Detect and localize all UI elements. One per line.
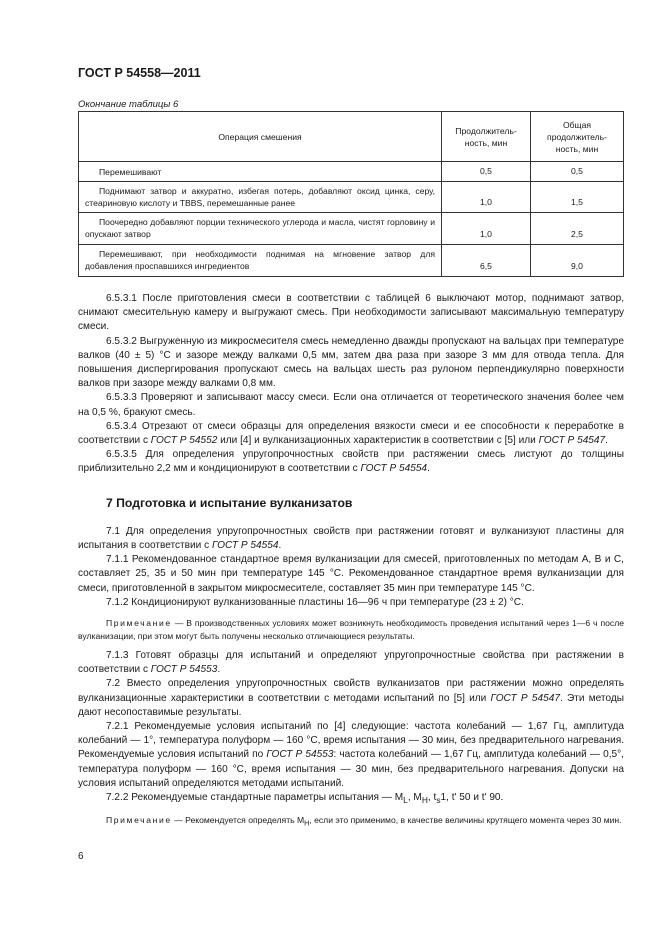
row-duration: 1,0 [442,182,531,213]
table-caption: Окончание таблицы 6 [78,99,179,110]
paragraph-6-5-3-2: 6.5.3.2 Выгруженную из микросмесителя смесь немедленно дважды пропускают на вальцах при температуре валков (40 ± 5) °С и зазоре между валками 0,5 мм, затем два раза при зазоре 3 мм для отвода тепла. Для повышения диспергирования пропускают смесь на вальцах шесть раз рулоном перпендикулярно поверхности валков при зазоре между валками 0,8 мм. [78,335,624,390]
paragraph-7-1: 7.1 Для определения упругопрочностных свойств при растяжении готовят и вулканизуют пластины для испытания в соответствии с ГОСТ Р 54554. [78,525,624,552]
note-2: Примечание — Рекомендуется определять $M_H$, если это применимо, в качестве величины крутящего момента через 30 мин. [106,815,622,829]
paragraph-7-1-1: 7.1.1 Рекомендованное стандартное время вулканизации для смесей, приготовленных по методам А, В и С, составляет 25, 35 и 50 мин при температуре 145 °С. Рекомендованное стандартное время вулканизации для смеси, приготовленной в закрытом микросмесителе, составляет 35 мин при температуре 145 °С. [78,554,624,594]
row-duration: 6,5 [442,245,531,277]
standard-reference: ГОСТ Р 54554 [360,463,428,475]
row-total: 9,0 [531,245,624,277]
standard-reference: ГОСТ Р 54553 [150,664,218,676]
note-1: Примечание — В производственных условиях может возникнуть необходимость проведения испытаний через 1—6 ч после вулканизации, при этом могут быть получены несколько отличающиеся результаты. [78,618,624,641]
row-total: 0,5 [531,162,624,182]
table-row [79,213,624,245]
note-label: Примечание [106,815,172,826]
col-total-header: Общая продолжитель-ность, мин [531,112,624,162]
paragraph-7-1-3: 7.1.3 Готовят образцы для испытаний и определяют упругопрочностные свойства при растяжении в соответствии с ГОСТ Р 54553. [78,650,624,676]
paragraph-6-5-3-1: 6.5.3.1 После приготовления смеси в соответствии с таблицей 6 выключают мотор, поднимают затвор, снимают смесительную камеру и выгружают смесь. При необходимости записывают максимальную температуру смеси. [78,293,624,333]
paragraph-6-5-3-5: 6.5.3.5 Для определения упругопрочностных свойств при растяжении смесь листуют до толщины приблизительно 2,2 мм и кондиционируют в соответствии с ГОСТ Р 54554. [78,449,624,475]
paragraph-7-1-2: 7.1.2 Кондиционируют вулканизованные пластины 16—96 ч при температуре (23 ± 2) °С. [106,596,524,608]
table-row [79,245,624,277]
standard-reference: ГОСТ Р 54547 [490,692,560,704]
standard-reference: ГОСТ Р 54554 [211,540,279,552]
paragraph-7-2: 7.2 Вместо определения упругопрочностных свойств вулканизатов при растяжении можно определять вулканизационные характеристики в соответствии с методами испытаний по [5] или ГОСТ Р 54547. Эти методы дают несопоставимые результаты. [78,678,624,718]
row-operation: Поочередно добавляют порции технического углерода и масла, чистят горловину и опускают затвор [79,213,442,245]
paragraph-7-2-2: 7.2.2 Рекомендуемые стандартные параметры испытания — $M_L$, $M_H$, $t_s1$, t' 50 и t' 90. [106,792,504,806]
row-total: 2,5 [531,213,624,245]
col-operation-header: Операция смешения [79,112,442,162]
document-header: ГОСТ Р 54558—2011 [78,66,201,80]
table-row [79,182,624,213]
note-label: Примечание [106,618,172,629]
paragraph-6-5-3-4: 6.5.3.4 Отрезают от смеси образцы для определения вязкости смеси и ее способности к переработке в соответствии с ГОСТ Р 54552 или [4] и вулканизационных характеристик в соответствии с [5] или ГОСТ Р 54547. [78,420,624,447]
row-operation: Перемешивают, при необходимости поднимая на мгновение затвор для добавления проспавшихся ингредиентов [79,245,442,277]
paragraph-7-2-1: 7.2.1 Рекомендуемые условия испытаний по [4] следующие: частота колебаний — 1,67 Гц, амплитуда колебаний — 1°, температура полуформ — 160 °С, время испытания — 30 мин, без предварительного нагревания. Рекомендуемые условия испытаний по ГОСТ Р 54553: частота колебаний — 1,67 Гц, амплитуда колебаний — 0,5°, температура полуформ — 160 °С, время испытания — 30 мин, без предварительного нагревания. Допуски на условия испытаний определяются методами испытаний. [78,721,624,789]
row-operation: Перемешивают [79,162,442,182]
standard-reference: ГОСТ Р 54553 [266,749,334,761]
page-number: 6 [78,851,84,862]
row-duration: 1,0 [442,213,531,245]
section-7-heading: 7 Подготовка и испытание вулканизатов [106,495,353,510]
row-operation: Поднимают затвор и аккуратно, избегая потерь, добавляют оксид цинка, серу, стеариновую кислоту и TBBS, перемешанные ранее [79,182,442,213]
table-row [79,162,624,182]
standard-reference: ГОСТ Р 54552 [150,435,218,447]
body-text [78,292,624,831]
col-duration-header: Продолжитель-ность, мин [442,112,531,162]
row-duration: 0,5 [442,162,531,182]
standard-reference: ГОСТ Р 54547 [538,435,606,447]
paragraph-6-5-3-3: 6.5.3.3 Проверяют и записывают массу смеси. Если она отличается от теоретического значения более чем на 0,5 %, бракуют смесь. [78,392,624,418]
mixing-table [78,111,624,277]
row-total: 1,5 [531,182,624,213]
